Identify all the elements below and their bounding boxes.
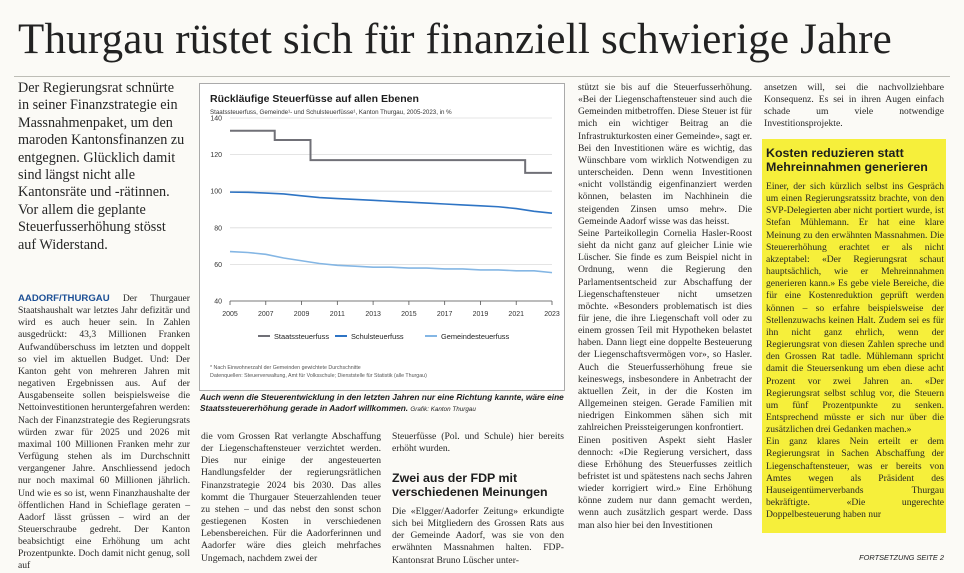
article-column-3-upper: Steuerfüsse (Pol. und Schule) hier bereits erhöht wurden. bbox=[392, 431, 564, 455]
article-column-1-text: Der Thurgauer Staatshaushalt war letztes Jahr defizitär und wird es auch heuer sein. In Zahlen ausgedrückt: 43,3 Millionen Franken Aufwandüberschuss im letzten und doppelt so viel im aktuellen Budget. Und: Der Kanton geht von mehreren Jahren mit negativen Ergebnissen aus. Auf der Ausgabenseite sollen beispielsweise die Nettoinvestitionen heruntergefahren werden: Nach der Finanzstrategie des Regierungsrats würden zwar für 2025 und 2026 mit maximal 100 Millionen Franken mehr zur Verfügung stehen als im Durchschnitt vergangener Jahre. Anschliessend jedoch nur noch maximal 60 Millionen jährlich. Und wie es so ist, wenn Finanzhaushalte der öffentlichen Hand in Schieflage geraten – Aadorf lässt grüssen – wird an der Steuerschraube gedreht. Der Kanton beabsichtigt eine Erhöhung um acht Prozentpunkte. Doch damit nicht genug, soll auf bbox=[18, 293, 190, 572]
x-tick-label: 2019 bbox=[472, 311, 489, 318]
x-tick-label: 2007 bbox=[257, 311, 274, 318]
x-tick-label: 2015 bbox=[401, 311, 417, 318]
x-tick-label: 2013 bbox=[365, 311, 381, 318]
series-line-gemeindesteuerfuss bbox=[230, 252, 552, 273]
x-tick-label: 2023 bbox=[544, 311, 560, 318]
article-column-3-lower: Die «Elgger/Aadorfer Zeitung» erkundigte sich bei Mitgliedern des Grossen Rats aus der Gemeinde Aadorf, was sie von den erwähnten Massnahmen halten. FDP-Kantonsrat Bruno Lüscher unter- bbox=[392, 506, 564, 566]
article-column-2: die vom Grossen Rat verlangte Abschaffung der Liegenschaftensteuer verzichtet werden. Dies nur einige der angesteuerten Handlungsfelder der regierungsrätlichen Finanzstrategie 2024 bis 2030. Das alles kommt die Thurgauer Steuerzahlenden teuer zu stehen – und das nebst den sonst schon gestiegenen Kosten in verschiedenen Lebensbereichen. Für die Aadorferinnen und Aadorfer wäre dies gleich mehrfaches Ungemach, nachdem zwei der bbox=[201, 431, 381, 564]
chart-container bbox=[199, 83, 565, 391]
legend-label: Schulsteuerfuss bbox=[351, 332, 404, 341]
x-tick-label: 2005 bbox=[222, 311, 238, 318]
article-column-4-mid: Seine Parteikollegin Cornelia Hasler-Roost sieht da nicht ganz auf gleicher Linie wie Lüscher. Sie finde es zum Beispiel nicht in Ordnung, wenn die Regierung den Parlamentsentscheid zur Abschaffung der Liegenschaftensteuer nicht umsetzen möchte. «Besonders problematisch ist dies für jene, die ihre Liegenschaft voll oder zu einem grossen Teil mit Hypotheken belastet haben. Dann liegt eine doppelte Besteuerung der Liegenschaftsvermögen vor», so Hasler. Auch die Steuerfusserhöhung freue sie keineswegs, insbesondere in Anbetracht der aktuellen Zeit, in der die Kosten im Allgemeinen steigen. Gerade Familien mit niedrigen Einkommen sähen sich mit zahlreichen Preissteigerungen konfrontiert. bbox=[578, 227, 752, 434]
subheading-kosten: Kosten reduzieren statt Mehreinnahmen generieren bbox=[766, 146, 928, 174]
chart-caption bbox=[200, 392, 564, 415]
article-column-4-end: Einen positiven Aspekt sieht Hasler dennoch: «Die Regierung versichert, dass diese Erhöhung des Steuerfusses zeitlich befristet ist und spätestens nach sechs Jahren wieder korrigiert wird.» Eine Erhöhung könne zudem nur dann gemacht werden, wenn auch zusätzlich gespart werde. Dass man also hier bei den Investitionen bbox=[578, 434, 752, 531]
continuation-note: FORTSETZUNG SEITE 2 bbox=[859, 553, 944, 562]
chart-caption-text: Auch wenn die Steuerentwicklung in den letzten Jahren nur eine Richtung kannte, wäre eine Staatssteuererhöhung gerade in Aadorf willkommen. bbox=[200, 392, 564, 413]
chart-footnote: * Nach Einwohnerzahl der Gemeinden gewichtete Durchschnitte bbox=[210, 365, 361, 371]
article-lead: Der Regierungsrat schnürte in seiner Finanzstrategie ein Massnahmenpaket, um den maroden Kantonsfinanzen zu entgegnen. Glücklich damit sind längst nicht alle Kantonsräte und -rätinnen. Vor allem die geplante Steuerfusserhöhung stösst auf Widerstand. bbox=[18, 80, 185, 253]
x-tick-label: 2021 bbox=[508, 311, 525, 318]
chart-subtitle: Staatssteuerfuss, Gemeinde¹- und Schulsteuerfüsse¹, Kanton Thurgau, 2005-2023, in % bbox=[210, 109, 452, 116]
y-tick-label: 120 bbox=[210, 152, 222, 160]
x-tick-label: 2009 bbox=[293, 311, 310, 318]
subheading-fdp: Zwei aus der FDP mit verschiedenen Meinungen bbox=[392, 471, 548, 499]
x-tick-label: 2017 bbox=[436, 311, 453, 318]
series-line-schulsteuerfuss bbox=[230, 192, 552, 213]
y-tick-label: 100 bbox=[210, 188, 222, 196]
article-dateline: AADORF/THURGAU bbox=[18, 293, 110, 304]
article-column-5-body: Einer, der sich kürzlich selbst ins Gespräch um einen Regierungsratssitz brachte, von den SVP-Delegierten aber nicht portiert wurde, ist Stefan Mühlemann. Er hat eine klare Meinung zu den erwähnten Massnahmen. Die Steuererhöhung erachtet er als nicht akzeptabel: «Der Regierungsrat schaut hauptsächlich, wie er Mehreinnahmen generieren kann.» Es gebe viele Bereiche, die für eine Kostenreduktion geprüft werden können – so erfahre beispielsweise der Stellenzuwachs keinen Halt. Zudem sei es für ihn nicht ganz ehrlich, wenn der Regierungsrat von diesen Zahlen spreche und den Grossen Rat tadle. Mühlemann spricht damit die Steuersenkung um eben diese acht Prozent vor zwei Jahren an. «Der Regierungsrat selbst schlug vor, die Steuern um fünf Prozentpunkte zu senken. Entsprechend müsste er sich nur über die zusätzlichen drei Gedanken machen.» bbox=[766, 181, 944, 436]
chart-credit: Grafik: Kanton Thurgau bbox=[410, 406, 476, 413]
article-column-4-top: stützt sie bis auf die Steuerfusserhöhung. «Bei der Liegenschaftensteuer sind auch die Gemeinden mitbetroffen. Diese Steuer ist für mich ein wichtiger Beitrag an die Infrastrukturkosten einer Gemeinde», sagt er. Bei den Investitionen wäre es wichtig, das Wünschbare vom wirklich Notwendigen zu unterscheiden. Denn wenn Investitionen «nicht vollständig eigenfinanziert werden können, belasten im Nachhinein die steigenden Zinsen umso mehr». Die Gemeinde Aadorf wisse was das heisst. bbox=[578, 82, 752, 227]
headline-divider bbox=[14, 76, 950, 77]
article-column-4 bbox=[578, 82, 752, 532]
legend-label: Staatssteuerfuss bbox=[274, 332, 330, 341]
tax-rate-chart bbox=[200, 84, 564, 390]
y-tick-label: 60 bbox=[214, 261, 222, 269]
chart-title: Rückläufige Steuerfüsse auf allen Ebenen bbox=[210, 93, 419, 105]
y-tick-label: 80 bbox=[214, 225, 222, 233]
page-headline: Thurgau rüstet sich für finanziell schwierige Jahre bbox=[18, 16, 892, 63]
article-column-1 bbox=[18, 293, 190, 573]
article-column-5-end: Ein ganz klares Nein erteilt er dem Regierungsrat in Sachen Abschaffung der Liegenschaftensteuer, was er bereits von Amtes wegen als Präsident des Hauseigentümerverbands Thurgau bekräftigte. «Die ungerechte Doppelbesteuerung haben nur bbox=[766, 436, 944, 521]
y-tick-label: 140 bbox=[210, 115, 222, 123]
x-tick-label: 2011 bbox=[329, 311, 345, 318]
series-line-staatssteuerfuss bbox=[230, 131, 552, 173]
legend-label: Gemeindesteuerfuss bbox=[441, 332, 510, 341]
y-tick-label: 40 bbox=[214, 298, 222, 306]
article-column-5-highlighted bbox=[766, 181, 944, 521]
article-column-5-top: ansetzen will, sei die nachvollziehbare Konsequenz. Es sei in ihren Augen einfach schade um viele notwendige Investitionsprojekte. bbox=[764, 82, 944, 130]
chart-source: Datenquellen: Steuerverwaltung, Amt für Volksschule; Dienststelle für Statistik (alle Thurgau) bbox=[210, 373, 427, 379]
